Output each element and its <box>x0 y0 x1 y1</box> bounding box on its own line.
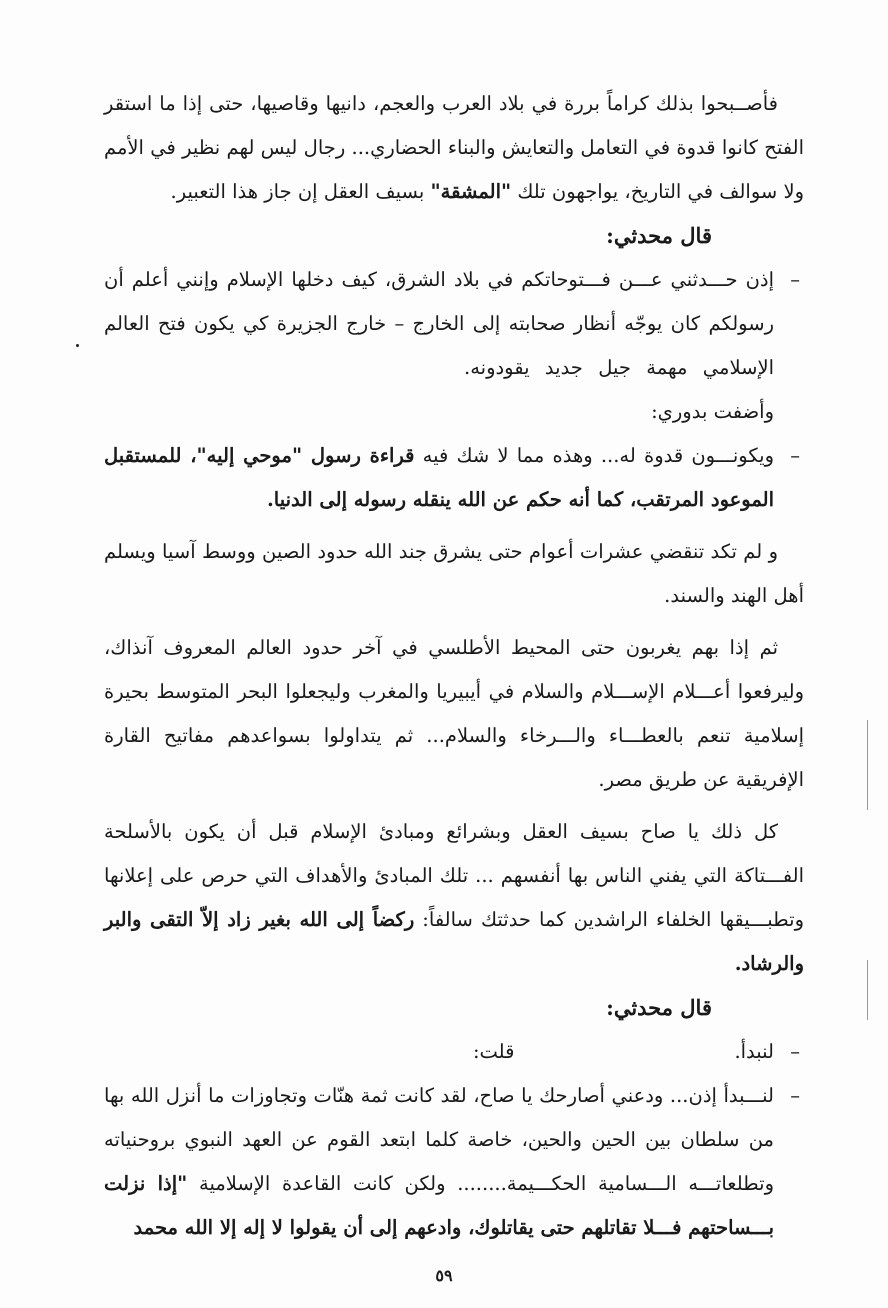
paragraph-1-text: فأصــبحوا بذلك كراماً بررة في بلاد العرب والعجم، دانيها وقاصيها، حتى إذا ما استقر الفتح كانوا قدوة في التعامل والتعايش والبناء الحضاري... رجال ليس لهم نظير في الأمم ولا سوالف في التاريخ، يواجهون تلك <box>104 92 804 203</box>
scan-edge-mark <box>867 720 868 810</box>
paragraph-1-end: بسيف العقل إن جاز هذا التعبير. <box>170 180 431 203</box>
heading-speaker-1: قال محدثي: <box>606 223 712 248</box>
dash-marker: – <box>790 1084 800 1107</box>
page-body <box>104 82 804 1250</box>
dialogue-item-1-text: إذن حـــدثني عـــن فـــتوحاتكم في بلاد الشرق، كيف دخلها الإسلام وإنني أعلم أن رسولكم كان يوجّه أنظار صحابته إلى الخارج – خارج الجزيرة كي يكون فتح العالم الإسلامي مهمة جيل جديد يقودونه. <box>104 268 774 379</box>
dialogue-item-4-bold: "إذا نزلت بـــساحتهم فـــلا تقاتلهم حتى يقاتلوك، وادعهم إلى أن يقولوا لا إله إلا الله محمد <box>104 1172 774 1239</box>
dialogue-item-2-bold: قراءة رسول "موحي إليه"، للمستقبل الموعود المرتقب، كما أنه حكم عن الله ينقله رسوله إلى الدنيا. <box>104 444 774 511</box>
dialogue-item-4-text: لنـــبدأ إذن... ودعني أصارحك يا صاح، لقد كانت ثمة هنّات وتجاوزات ما أنزل الله بها من سلطان بين الحين والحين، خاصة كلما ابتعد القوم عن العهد النبوي بروحنياته وتطلعاتـــه الـــسامية الحكـــيمة........ ولكن كانت القاعدة الإسلامية <box>104 1084 774 1195</box>
dialogue-item-2 <box>104 434 804 522</box>
paragraph-3: ثم إذا بهم يغربون حتى المحيط الأطلسي في آخر حدود العالم المعروف آنذاك، وليرفعوا أعـــلام الإســـلام والسلام في أيبيريا والمغرب وليجعلوا البحر المتوسط بحيرة إسلامية تنعم بالعطـــاء والـــرخاء والسلام... ثم يتداولوا بسواعدهم مفاتيح القارة الإفريقية عن طريق مصر. <box>104 636 804 791</box>
paragraph-4-bold: ركضاً إلى الله بغير زاد إلاّ التقى والبر والرشاد. <box>104 908 804 975</box>
scan-edge-mark <box>867 960 868 1020</box>
dialogue-item-3-after: قلت: <box>472 1040 515 1063</box>
paragraph-1-bold: "المشقة" <box>430 180 512 203</box>
dash-marker: – <box>790 444 800 467</box>
dialogue-item-1 <box>104 258 804 434</box>
paragraph-4-text: كل ذلك يا صاح بسيف العقل وبشرائع ومبادئ الإسلام قبل أن يكون بالأسلحة الفـــتاكة التي يفني الناس بها أنفسهم ... تلك المبادئ والأهداف التي حرص على إعلانها وتطبـــيقها الخلفاء الراشدين كما حدثتك سالفاً: <box>104 820 804 931</box>
paragraph-1 <box>104 82 804 214</box>
margin-dot <box>76 344 79 347</box>
dialogue-item-2-text: ويكونـــون قدوة له... وهذه مما لا شك فيه <box>414 444 774 467</box>
dialogue-item-3 <box>104 1030 804 1074</box>
dash-marker: – <box>790 1040 800 1063</box>
dialogue-item-4 <box>104 1074 804 1250</box>
page-number: ٥٩ <box>435 1266 453 1285</box>
dash-marker: – <box>790 268 800 291</box>
dialogue-item-1-after: وأضفت بدوري: <box>651 400 774 423</box>
heading-speaker-2: قال محدثي: <box>606 995 712 1020</box>
paragraph-2: و لم تكد تنقضي عشرات أعوام حتى يشرق جند الله حدود الصين ووسط آسيا ويسلم أهل الهند والسند. <box>104 540 804 607</box>
paragraph-4 <box>104 810 804 986</box>
dialogue-item-3-text: لنبدأ. <box>734 1040 774 1063</box>
